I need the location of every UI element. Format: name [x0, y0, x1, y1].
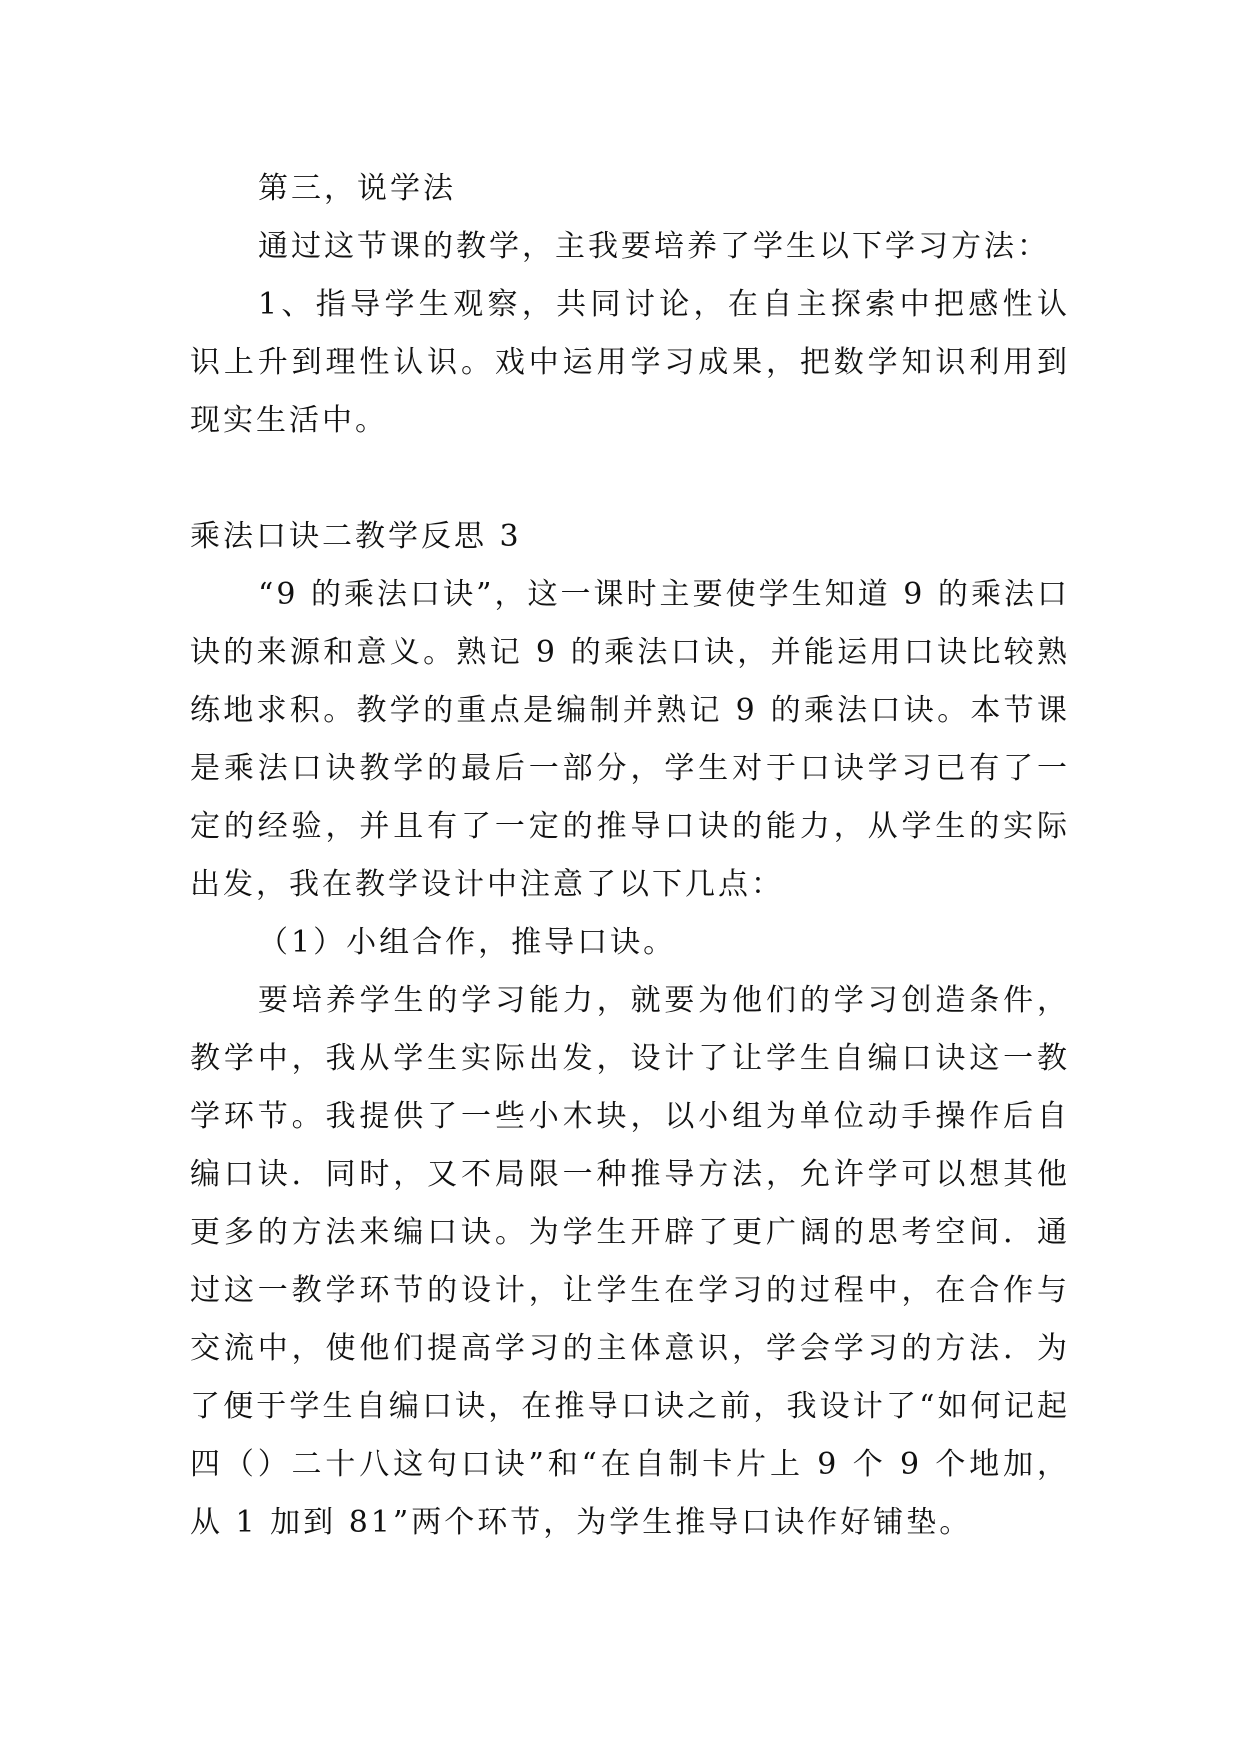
article-title: 乘法口诀二教学反思 3 [190, 519, 522, 554]
method-1-paragraph: 1、指导学生观察，共同讨论，在自主探索中把感性认识上升到理性认识。戏中运用学习成果，把数学知识利用到现实生活中。 [190, 287, 1070, 438]
body-paragraph-1: “9 的乘法口诀”，这一课时主要使学生知道 9 的乘法口诀的来源和意义。熟记 9 的乘法口诀，并能运用口诀比较熟练地求积。教学的重点是编制并熟记 9 的乘法口诀。本节课是乘法口诀教学的最后一部分，学生对于口诀学习已有了一定的经验，并且有了一定的推导口诀的能力，从学生的实际出发，我在教学设计中注意了以下几点： [190, 577, 1070, 902]
point-1-heading: （1）小组合作，推导口诀。 [258, 925, 677, 960]
section-heading: 第三，说学法 [258, 171, 456, 206]
body-paragraph-2: 要培养学生的学习能力，就要为他们的学习创造条件，教学中，我从学生实际出发，设计了让学生自编口诀这一教学环节。我提供了一些小木块，以小组为单位动手操作后自编口诀．同时，又不局限一种推导方法，允许学可以想其他更多的方法来编口诀。为学生开辟了更广阔的思考空间．通过这一教学环节的设计，让学生在学习的过程中，在合作与交流中，使他们提高学习的主体意识，学会学习的方法．为了便于学生自编口诀，在推导口诀之前，我设计了“如何记起四（）二十八这句口诀”和“在自制卡片上 9 个 9 个地加，从 1 加到 81”两个环节，为学生推导口诀作好铺垫。 [190, 983, 1070, 1540]
document-body [190, 160, 1070, 1552]
intro-paragraph: 通过这节课的教学，主我要培养了学生以下学习方法： [258, 229, 1050, 264]
